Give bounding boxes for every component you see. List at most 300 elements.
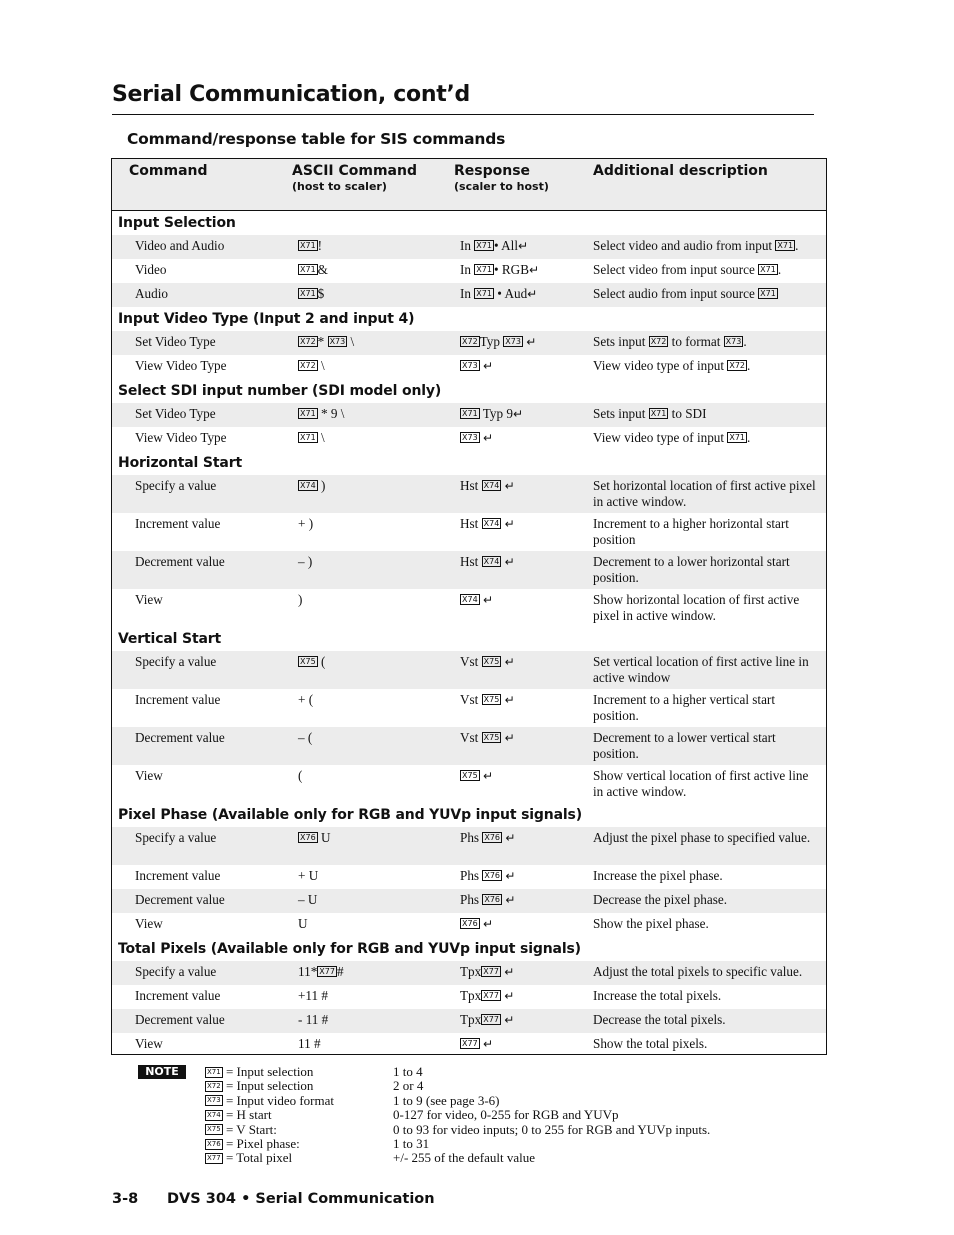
variable-box: X71 [300,409,316,419]
variable-box: X73 [329,337,346,347]
description [593,554,819,586]
text-run: * [317,334,328,349]
text-run: Set vertical location of first active line in active window [593,654,809,685]
note-value: 0-127 for video, 0-255 for RGB and YUVp [393,1107,619,1123]
response [460,358,493,374]
text-run: . [795,238,799,253]
variable-box: X71 [760,265,776,275]
ascii-command [298,1036,321,1052]
section-heading: Vertical Start [118,631,222,647]
description [593,768,819,800]
header-response-label: Response [454,163,531,179]
response [460,830,515,846]
note-variable [205,1151,292,1165]
description [593,1012,819,1028]
variable-box: X76 [207,1139,221,1148]
note-value: 1 to 9 (see page 3-6) [393,1092,500,1108]
ascii-command [298,868,318,884]
return-arrow-icon: ↵ [482,431,494,445]
variable-box: X77 [483,1015,499,1025]
section-subtitle: Command/response table for SIS commands [127,130,506,148]
command-name: Increment value [135,988,221,1003]
variable-box: X77 [483,967,499,977]
return-arrow-icon: ↵ [504,989,515,1003]
text-run: to SDI [668,406,707,421]
ascii-command [298,892,317,908]
return-arrow-icon: ↵ [504,693,515,707]
text-run: Hst [460,478,482,493]
return-arrow-icon: ↵ [504,555,515,569]
return-arrow-icon: ↵ [518,239,529,253]
description [593,262,819,278]
variable-box: X76 [484,833,501,843]
text-run: 11 # [298,1036,321,1051]
text-run: . [747,358,751,373]
table-row [112,589,826,627]
note-label: = Input selection [222,1078,314,1094]
section-heading: Input Selection [118,215,236,231]
command-name: Specify a value [135,654,217,669]
note-label: = Input selection [222,1064,314,1079]
note-variable [205,1123,277,1137]
text-run: ) [298,592,303,607]
text-run: Show horizontal location of first active pixel in active window. [593,592,800,623]
text-run: Adjust the total pixels to specific value. [593,964,803,979]
text-run: Vst [460,730,482,745]
table-row [112,1009,826,1033]
table-row [112,283,826,307]
table-row [112,865,826,889]
sis-command-table [111,158,827,1055]
ascii-command [298,692,313,708]
text-run: U [298,916,308,931]
note-badge: NOTE [138,1065,186,1079]
response [460,964,514,980]
text-run: Sets input [593,334,649,349]
text-run: to format [668,334,724,349]
variable-box: X71 [462,409,478,419]
text-run: Decrement to a lower horizontal start position. [593,554,790,585]
ascii-command [298,964,344,980]
table-row [112,889,826,913]
ascii-command [298,478,325,494]
return-arrow-icon: ↵ [512,407,524,421]
variable-box: X71 [476,241,492,251]
return-arrow-icon: ↵ [504,965,515,979]
variable-box: X74 [207,1110,221,1119]
response [460,430,493,446]
response [460,592,493,608]
response [460,1036,493,1052]
text-run: Increase the total pixels. [593,988,722,1003]
text-run: Increment to a higher vertical start position. [593,692,775,723]
ascii-command [298,916,308,932]
text-run: ! [317,238,323,253]
text-run: * 9 \ [317,406,345,421]
text-run: \ [317,358,325,373]
variable-box: X75 [483,733,500,743]
return-arrow-icon: ↵ [527,287,538,301]
note-variable [205,1079,313,1093]
note-value: 1 to 4 [393,1064,423,1079]
return-arrow-icon: ↵ [504,1013,515,1027]
return-arrow-icon: ↵ [504,731,515,745]
text-run: In [460,286,475,301]
response [460,286,537,302]
text-run: + ( [298,692,314,707]
return-arrow-icon: ↵ [482,769,494,783]
command-name: View [135,916,163,931]
ascii-command [298,286,324,302]
table-row [112,427,826,451]
description [593,238,819,254]
text-run: . [777,262,782,277]
table-row [112,355,826,379]
table-row [112,331,826,355]
response [460,654,515,670]
note-value: 0 to 93 for video inputs; 0 to 255 for RGB and YUVp inputs. [393,1121,711,1137]
text-run: ( [298,768,303,783]
text-run: Tpx [460,1012,482,1027]
table-row [112,727,826,765]
command-name: Decrement value [135,892,225,907]
text-run: Show the pixel phase. [593,916,709,931]
text-run: Adjust the pixel phase to specified value. [593,830,811,845]
variable-box: X71 [760,289,776,299]
header-ascii-label: ASCII Command [292,163,417,179]
variable-box: X77 [319,967,335,977]
text-run: # [336,964,344,979]
variable-box: X71 [300,241,316,251]
ascii-command [298,592,302,608]
variable-box: X73 [462,433,478,443]
text-run: • All [493,238,519,253]
header-ascii [292,163,417,193]
table-row [112,513,826,551]
footer-text: DVS 304 • Serial Communication [167,1191,435,1207]
variable-box: X71 [777,241,794,251]
text-run: + ) [298,516,314,531]
text-run: Hst [460,554,482,569]
variable-box: X73 [207,1096,221,1105]
description [593,286,819,302]
return-arrow-icon: ↵ [482,917,494,931]
variable-box: X71 [476,289,492,299]
text-run: Tpx [460,988,482,1003]
variable-box: X76 [462,919,478,929]
note-label: = H start [222,1107,272,1123]
text-run: \ [317,430,325,445]
table-header [112,159,826,211]
variable-box: X75 [300,657,316,667]
return-arrow-icon: ↵ [482,359,494,373]
response [460,892,515,908]
variable-box: X77 [207,1153,221,1162]
variable-box: X71 [476,265,492,275]
table-row [112,651,826,689]
text-run: • RGB [493,262,529,277]
ascii-command [298,430,325,446]
text-run: $ [317,286,325,301]
header-response [454,163,549,193]
return-arrow-icon: ↵ [526,335,537,349]
text-run: Increment to a higher horizontal start position [593,516,789,547]
text-run: Vst [460,654,482,669]
description [593,1036,819,1052]
command-name: Set Video Type [135,334,216,349]
text-run: - 11 # [298,1012,329,1027]
text-run: Typ 9 [479,406,513,421]
return-arrow-icon: ↵ [505,831,516,845]
response [460,334,536,350]
description [593,654,819,686]
response [460,768,493,784]
return-arrow-icon: ↵ [482,1037,494,1051]
variable-box: X72 [207,1081,221,1090]
command-name: Decrement value [135,1012,225,1027]
variable-box: X71 [729,433,746,443]
description [593,592,819,624]
variable-box: X75 [207,1125,221,1134]
response [460,730,515,746]
text-run: Sets input [593,406,649,421]
note-label: = Total pixel [222,1150,293,1166]
ascii-command [298,516,313,532]
command-name: Decrement value [135,554,225,569]
ascii-command [298,554,312,570]
text-run: \ [347,334,355,349]
text-run: 11* [298,964,318,979]
text-run: & [317,262,328,277]
response [460,988,514,1004]
description [593,516,819,548]
command-name: Audio [135,286,168,301]
command-name: Specify a value [135,964,217,979]
variable-box: X76 [300,833,316,843]
text-run: Show the total pixels. [593,1036,708,1051]
note-label: = Pixel phase: [222,1136,300,1151]
table-row [112,827,826,865]
ascii-command [298,262,328,278]
table-row [112,765,826,803]
variable-box: X75 [462,771,478,781]
command-name: Increment value [135,692,221,707]
note-label: = Input video format [222,1092,335,1108]
table-row [112,961,826,985]
response [460,516,515,532]
command-name: View [135,1036,163,1051]
command-name: Increment value [135,516,221,531]
return-arrow-icon: ↵ [482,593,494,607]
command-name: Video [135,262,167,277]
text-run: View video type of input [593,430,728,445]
ascii-command [298,406,344,422]
table-row [112,913,826,937]
ascii-command [298,988,328,1004]
variable-box: X74 [483,557,500,567]
response [460,692,515,708]
footer-page-number: 3-8 [112,1191,139,1207]
variable-box: X77 [462,1039,478,1049]
response [460,262,539,278]
ascii-command [298,654,325,670]
variable-box: X76 [484,871,501,881]
command-name: View Video Type [135,430,227,445]
text-run: Select video and audio from input [593,238,776,253]
return-arrow-icon: ↵ [505,869,516,883]
text-run: Show vertical location of first active line in active window. [593,768,809,799]
description [593,478,819,510]
variable-box: X74 [483,481,500,491]
variable-box: X77 [483,991,499,1001]
text-run: Set horizontal location of first active pixel in active window. [593,478,816,509]
text-run: Phs [460,868,483,883]
table-row [112,985,826,1009]
text-run: – ) [298,554,313,569]
table-row [112,235,826,259]
title-rule [112,114,814,115]
return-arrow-icon: ↵ [504,655,515,669]
text-run: +11 # [298,988,329,1003]
description [593,988,819,1004]
text-run: – U [298,892,318,907]
note-variable [205,1065,313,1079]
text-run: • Aud [493,286,528,301]
response [460,1012,514,1028]
text-run: . [743,334,747,349]
variable-box: X74 [300,481,316,491]
text-run: Vst [460,692,482,707]
ascii-command [298,730,312,746]
description [593,406,819,422]
text-run: ) [317,478,326,493]
section-heading: Pixel Phase (Available only for RGB and YUVp input signals) [118,807,582,823]
variable-box: X75 [483,657,500,667]
variable-box: X73 [725,337,742,347]
table-row [112,403,826,427]
description [593,358,819,374]
text-run: Select audio from input source [593,286,759,301]
text-run: Hst [460,516,482,531]
variable-box: X75 [483,695,500,705]
variable-box: X72 [300,337,316,347]
note-variable [205,1137,300,1151]
response [460,238,528,254]
return-arrow-icon: ↵ [529,263,540,277]
description [593,964,819,980]
header-response-sub: (scaler to host) [454,180,549,193]
ascii-command [298,830,331,846]
command-name: Set Video Type [135,406,216,421]
return-arrow-icon: ↵ [504,517,515,531]
text-run: . [747,430,751,445]
text-run: Increase the pixel phase. [593,868,723,883]
description [593,868,819,884]
variable-box: X72 [650,337,667,347]
response [460,554,515,570]
table-row [112,1033,826,1057]
description [593,830,819,846]
text-run: Typ [479,334,504,349]
variable-box: X72 [462,337,478,347]
description [593,892,819,908]
note-variable [205,1094,334,1108]
ascii-command [298,768,302,784]
note-label: = V Start: [222,1121,277,1137]
header-description: Additional description [593,163,768,179]
description [593,430,819,446]
table-row [112,689,826,727]
page-title: Serial Communication, cont’d [112,82,470,107]
command-name: View [135,592,163,607]
description [593,692,819,724]
text-run: ( [317,654,326,669]
table-row [112,475,826,513]
text-run: U [317,830,331,845]
response [460,478,515,494]
command-name: Video and Audio [135,238,225,253]
description [593,916,819,932]
text-run: – ( [298,730,313,745]
text-run: In [460,238,475,253]
ascii-command [298,238,322,254]
variable-box: X71 [300,265,316,275]
command-name: Decrement value [135,730,225,745]
command-name: Specify a value [135,478,217,493]
text-run: View video type of input [593,358,728,373]
text-run: Tpx [460,964,482,979]
table-row [112,551,826,589]
header-command: Command [129,163,208,179]
ascii-command [298,1012,328,1028]
text-run: + U [298,868,319,883]
command-name: Specify a value [135,830,217,845]
text-run: Select video from input source [593,262,759,277]
description [593,730,819,762]
note-variable [205,1108,272,1122]
text-run: Phs [460,892,483,907]
command-name: View Video Type [135,358,227,373]
note-value: 2 or 4 [393,1078,424,1094]
table-row [112,259,826,283]
text-run: Decrement to a lower vertical start position. [593,730,776,761]
response [460,916,493,932]
response [460,406,523,422]
variable-box: X71 [300,433,316,443]
variable-box: X72 [300,361,316,371]
response [460,868,515,884]
text-run: In [460,262,475,277]
section-heading: Input Video Type (Input 2 and input 4) [118,311,415,327]
variable-box: X71 [650,409,667,419]
ascii-command [298,334,354,350]
variable-box: X73 [505,337,521,347]
ascii-command [298,358,325,374]
section-heading: Select SDI input number (SDI model only) [118,383,442,399]
text-run: Phs [460,830,483,845]
section-heading: Horizontal Start [118,455,243,471]
variable-box: X76 [484,895,501,905]
header-ascii-sub: (host to scaler) [292,180,387,193]
note-value: 1 to 31 [393,1136,430,1151]
variable-box: X71 [300,289,316,299]
command-name: View [135,768,163,783]
return-arrow-icon: ↵ [505,893,516,907]
variable-box: X72 [729,361,746,371]
command-name: Increment value [135,868,221,883]
text-run: Decrease the total pixels. [593,1012,726,1027]
section-heading: Total Pixels (Available only for RGB and YUVp input signals) [118,941,581,957]
